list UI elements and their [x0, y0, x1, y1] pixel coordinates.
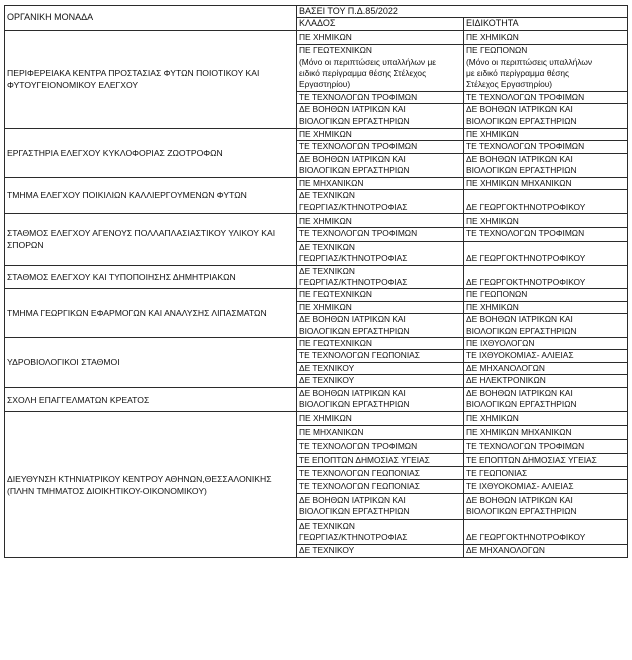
- branch-cell: [297, 141, 464, 153]
- organic-unit-line: ΥΔΡΟΒΙΟΛΟΓΙΚΟΙ ΣΤΑΘΜΟΙ: [7, 357, 120, 368]
- branch-cell: [297, 177, 464, 189]
- specialty-cell: [464, 213, 628, 227]
- branch-cell-line: ΔΕ ΤΕΧΝΙΚΟΥ: [299, 362, 355, 373]
- table-row: [5, 213, 628, 227]
- branch-cell: [297, 545, 464, 557]
- specialty-cell-line: ΒΙΟΛΟΓΙΚΩΝ ΕΡΓΑΣΤΗΡΙΩΝ: [466, 399, 577, 409]
- specialty-cell: [464, 314, 628, 338]
- branch-cell: [297, 241, 464, 265]
- branch-cell-line: ΠΕ ΓΕΩΤΕΧΝΙΚΩΝ: [299, 337, 372, 348]
- branch-cell: [297, 213, 464, 227]
- branch-cell-line: ΤΕ ΤΕΧΝΟΛΟΓΩΝ ΤΡΟΦΙΜΩΝ: [299, 228, 418, 239]
- branch-cell-line: ΔΕ ΤΕΧΝΙΚΟΥ: [299, 375, 355, 386]
- specialty-cell-line: ΤΕ ΕΠΟΠΤΩΝ ΔΗΜΟΣΙΑΣ ΥΓΕΙΑΣ: [466, 454, 597, 465]
- specialty-cell: [464, 425, 628, 439]
- branch-cell-line: ΤΕ ΤΕΧΝΟΛΟΓΩΝ ΤΡΟΦΙΜΩΝ: [299, 91, 418, 102]
- specialty-cell: [464, 350, 628, 362]
- organic-unit-line: (ΠΛΗΝ ΤΜΗΜΑΤΟΣ ΔΙΟΙΚΗΤΙΚΟΥ-ΟΙΚΟΝΟΜΙΚΟΥ): [7, 485, 207, 496]
- specialty-cell-line: ΠΕ ΧΗΜΙΚΩΝ: [466, 301, 519, 312]
- specialty-cell-line: ΔΕ ΒΟΗΘΩΝ ΙΑΤΡΙΚΩΝ ΚΑΙ: [466, 387, 573, 398]
- specialty-cell: [464, 190, 628, 214]
- specialty-cell-line: ΠΕ ΧΗΜΙΚΩΝ: [466, 413, 519, 424]
- specialty-cell-line: ΒΙΟΛΟΓΙΚΩΝ ΕΡΓΑΣΤΗΡΙΩΝ: [466, 325, 577, 336]
- specialty-cell: [464, 265, 628, 289]
- organic-unit-line: ΤΜΗΜΑ ΕΛΕΓΧΟΥ ΠΟΙΚΙΛΙΩΝ ΚΑΛΛΙΕΡΓΟΥΜΕΝΩΝ ΦΥΤΩΝ: [7, 190, 247, 201]
- specialty-cell: [464, 519, 628, 545]
- specialty-cell: [464, 387, 628, 412]
- organic-unit-cell: [5, 129, 297, 178]
- specialty-cell: [464, 153, 628, 177]
- branch-cell: [297, 91, 464, 103]
- branch-cell-line: ΠΕ ΓΕΩΤΕΧΝΙΚΩΝ: [299, 289, 372, 300]
- branch-cell-line: ΒΙΟΛΟΓΙΚΩΝ ΕΡΓΑΣΤΗΡΙΩΝ: [299, 506, 410, 517]
- specialty-cell-line: ΒΙΟΛΟΓΙΚΩΝ ΕΡΓΑΣΤΗΡΙΩΝ: [466, 165, 577, 176]
- branch-cell-line: ΔΕ ΤΕΧΝΙΚΩΝ: [299, 190, 355, 201]
- specialty-cell-line: ΤΕ ΙΧΘΥΟΚΟΜΙΑΣ- ΑΛΙΕΙΑΣ: [466, 481, 574, 492]
- specialty-cell: [464, 289, 628, 301]
- specialty-cell-line: ΤΕ ΤΕΧΝΟΛΟΓΩΝ ΤΡΟΦΙΜΩΝ: [466, 141, 585, 152]
- specialty-cell-line: ΤΕ ΤΕΧΝΟΛΟΓΩΝ ΤΡΟΦΙΜΩΝ: [466, 91, 585, 102]
- branch-cell-line: ΤΕ ΤΕΧΝΟΛΟΓΩΝ ΓΕΩΠΟΝΙΑΣ: [299, 350, 420, 361]
- specialty-cell: [464, 440, 628, 453]
- branch-cell: [297, 30, 464, 44]
- branch-cell-line: ΤΕ ΕΠΟΠΤΩΝ ΔΗΜΟΣΙΑΣ ΥΓΕΙΑΣ: [299, 454, 430, 465]
- branch-cell: [297, 440, 464, 453]
- branch-cell-line: ΠΕ ΧΗΜΙΚΩΝ: [299, 215, 352, 226]
- specialty-cell-line: ΤΕ ΙΧΘΥΟΚΟΜΙΑΣ- ΑΛΙΕΙΑΣ: [466, 350, 574, 361]
- specialty-cell-line: ΔΕ ΒΟΗΘΩΝ ΙΑΤΡΙΚΩΝ ΚΑΙ: [466, 494, 573, 505]
- specialty-cell-line: ΠΕ ΧΗΜΙΚΩΝ: [466, 215, 519, 226]
- organic-unit-cell: [5, 265, 297, 289]
- branch-cell-line: ΤΕ ΤΕΧΝΟΛΟΓΩΝ ΓΕΩΠΟΝΙΑΣ: [299, 468, 420, 479]
- specialty-cell-line: ΔΕ ΓΕΩΡΓΟΚΤΗΝΟΤΡΟΦΙΚΟΥ: [466, 276, 586, 287]
- specialty-cell-line: ΔΕ ΒΟΗΘΩΝ ΙΑΤΡΙΚΩΝ ΚΑΙ: [466, 153, 573, 164]
- specialty-cell-line: (Μόνο οι περιπτώσεις υπαλλήλων: [466, 56, 593, 67]
- specialty-cell: [464, 129, 628, 141]
- specialty-cell-line: ΠΕ ΧΗΜΙΚΩΝ ΜΗΧΑΝΙΚΩΝ: [466, 177, 572, 188]
- specialty-cell: [464, 228, 628, 241]
- specialty-cell: [464, 301, 628, 313]
- specialty-cell-line: ΔΕ ΒΟΗΘΩΝ ΙΑΤΡΙΚΩΝ ΚΑΙ: [466, 314, 573, 325]
- specialty-cell-line: ΠΕ ΓΕΩΠΟΝΩΝ: [466, 45, 528, 56]
- organic-unit-cell: [5, 177, 297, 213]
- specialty-cell: [464, 467, 628, 480]
- specialty-cell: [464, 493, 628, 519]
- specialty-cell: [464, 241, 628, 265]
- organic-unit-cell: [5, 213, 297, 265]
- branch-cell: [297, 453, 464, 466]
- organic-unit-cell: [5, 289, 297, 338]
- branch-cell: [297, 425, 464, 439]
- specialty-cell-line: με ειδικό περίγραμμα θέσης: [466, 68, 570, 79]
- branch-cell-line: (Μόνο οι περιπτώσεις υπαλλήλων με: [299, 56, 436, 67]
- branch-cell-line: ΠΕ ΧΗΜΙΚΩΝ: [299, 301, 352, 312]
- organic-unit-line: ΕΡΓΑΣΤΗΡΙΑ ΕΛΕΓΧΟΥ ΚΥΚΛΟΦΟΡΙΑΣ ΖΩΟΤΡΟΦΩΝ: [7, 147, 223, 158]
- branch-cell-line: ΒΙΟΛΟΓΙΚΩΝ ΕΡΓΑΣΤΗΡΙΩΝ: [299, 165, 410, 176]
- branch-cell-line: ΒΙΟΛΟΓΙΚΩΝ ΕΡΓΑΣΤΗΡΙΩΝ: [299, 115, 410, 126]
- organic-unit-line: ΦΥΤΟΥΓΕΙΟΝΟΜΙΚΟΥ ΕΛΕΓΧΟΥ: [7, 80, 139, 91]
- specialty-cell: [464, 337, 628, 349]
- table-row: [5, 289, 628, 301]
- specialty-cell-line: ΒΙΟΛΟΓΙΚΩΝ ΕΡΓΑΣΤΗΡΙΩΝ: [466, 115, 577, 126]
- branch-cell-line: ΤΕ ΤΕΧΝΟΛΟΓΩΝ ΤΡΟΦΙΜΩΝ: [299, 141, 418, 152]
- specialty-cell-line: ΠΕ ΧΗΜΙΚΩΝ ΜΗΧΑΝΙΚΩΝ: [466, 426, 572, 437]
- staff-table: [4, 5, 628, 558]
- table-row: [5, 30, 628, 44]
- specialty-cell-line: ΔΕ ΗΛΕΚΤΡΟΝΙΚΩΝ: [466, 375, 546, 386]
- specialty-cell-line: ΔΕ ΒΟΗΘΩΝ ΙΑΤΡΙΚΩΝ ΚΑΙ: [466, 104, 573, 115]
- specialty-cell: [464, 91, 628, 103]
- branch-cell: [297, 337, 464, 349]
- branch-cell-line: ΔΕ ΤΕΧΝΙΚΩΝ: [299, 520, 355, 531]
- organic-unit-cell: [5, 30, 297, 128]
- specialty-cell: [464, 375, 628, 387]
- specialty-cell-line: ΠΕ ΙΧΘΥΟΛΟΓΩΝ: [466, 337, 535, 348]
- branch-cell-line: ΠΕ ΧΗΜΙΚΩΝ: [299, 129, 352, 140]
- specialty-cell-line: [466, 242, 625, 253]
- branch-cell: [297, 190, 464, 214]
- branch-cell: [297, 301, 464, 313]
- branch-cell-line: ΤΕ ΤΕΧΝΟΛΟΓΩΝ ΤΡΟΦΙΜΩΝ: [299, 441, 418, 452]
- branch-cell: [297, 129, 464, 141]
- branch-cell-line: ΒΙΟΛΟΓΙΚΩΝ ΕΡΓΑΣΤΗΡΙΩΝ: [299, 399, 410, 409]
- specialty-cell-line: ΠΕ ΓΕΩΠΟΝΩΝ: [466, 289, 528, 300]
- branch-cell-line: ειδικό περίγραμμα θέσης Στέλεχος: [299, 68, 427, 79]
- specialty-cell-line: [466, 521, 625, 532]
- branch-cell: [297, 375, 464, 387]
- branch-cell-line: ΔΕ ΤΕΧΝΙΚΩΝ: [299, 241, 355, 252]
- specialty-cell-line: ΤΕ ΤΕΧΝΟΛΟΓΩΝ ΤΡΟΦΙΜΩΝ: [466, 228, 585, 239]
- specialty-cell-line: ΒΙΟΛΟΓΙΚΩΝ ΕΡΓΑΣΤΗΡΙΩΝ: [466, 506, 577, 517]
- branch-cell: [297, 289, 464, 301]
- branch-cell: [297, 45, 464, 92]
- header-specialty: ΕΙΔΙΚΟΤΗΤΑ: [464, 18, 628, 30]
- specialty-cell: [464, 362, 628, 374]
- organic-unit-line: ΤΜΗΜΑ ΓΕΩΡΓΙΚΩΝ ΕΦΑΡΜΟΓΩΝ ΚΑΙ ΑΝΑΛΥΣΗΣ ΛΙΠΑΣΜΑΤΩΝ: [7, 308, 267, 319]
- specialty-cell-line: Στέλεχος Εργαστηρίου): [466, 79, 553, 90]
- table-row: [5, 129, 628, 141]
- branch-cell: [297, 362, 464, 374]
- specialty-cell: [464, 545, 628, 557]
- table-row: [5, 387, 628, 412]
- specialty-cell-line: ΔΕ ΜΗΧΑΝΟΛΟΓΩΝ: [466, 545, 545, 556]
- organic-unit-cell: [5, 412, 297, 557]
- branch-cell: [297, 467, 464, 480]
- branch-cell: [297, 493, 464, 519]
- branch-cell-line: ΔΕ ΒΟΗΘΩΝ ΙΑΤΡΙΚΩΝ ΚΑΙ: [299, 104, 406, 115]
- branch-cell-line: ΠΕ ΜΗΧΑΝΙΚΩΝ: [299, 426, 364, 437]
- table-body: [5, 30, 628, 557]
- organic-unit-cell: [5, 337, 297, 387]
- branch-cell: [297, 228, 464, 241]
- header-organic-unit: ΟΡΓΑΝΙΚΗ ΜΟΝΑΔΑ: [5, 6, 297, 31]
- specialty-cell-line: ΔΕ ΓΕΩΡΓΟΚΤΗΝΟΤΡΟΦΙΚΟΥ: [466, 532, 586, 543]
- table-row: [5, 265, 628, 289]
- specialty-cell-line: ΔΕ ΜΗΧΑΝΟΛΟΓΩΝ: [466, 362, 545, 373]
- branch-cell-line: ΔΕ ΒΟΗΘΩΝ ΙΑΤΡΙΚΩΝ ΚΑΙ: [299, 153, 406, 164]
- specialty-cell-line: ΔΕ ΓΕΩΡΓΟΚΤΗΝΟΤΡΟΦΙΚΟΥ: [466, 253, 586, 264]
- specialty-cell-line: ΤΕ ΤΕΧΝΟΛΟΓΩΝ ΤΡΟΦΙΜΩΝ: [466, 441, 585, 452]
- header-branch: ΚΛΑΔΟΣ: [297, 18, 464, 30]
- table-row: [5, 337, 628, 349]
- branch-cell-line: ΔΕ ΤΕΧΝΙΚΟΥ: [299, 545, 355, 556]
- branch-cell-line: ΓΕΩΡΓΙΑΣ/ΚΤΗΝΟΤΡΟΦΙΑΣ: [299, 276, 408, 287]
- specialty-cell: [464, 45, 628, 92]
- branch-cell: [297, 265, 464, 289]
- specialty-cell-line: ΤΕ ΓΕΩΠΟΝΙΑΣ: [466, 468, 528, 479]
- table-row: [5, 177, 628, 189]
- specialty-cell-line: [466, 190, 625, 201]
- organic-unit-line: ΠΕΡΙΦΕΡΕΙΑΚΑ ΚΕΝΤΡΑ ΠΡΟΣΤΑΣΙΑΣ ΦΥΤΩΝ ΠΟΙΟΤΙΚΟΥ ΚΑΙ: [7, 68, 260, 79]
- specialty-cell-line: [466, 266, 625, 277]
- header-basis: ΒΑΣΕΙ ΤΟΥ Π.Δ.85/2022: [297, 6, 628, 18]
- branch-cell-line: ΔΕ ΒΟΗΘΩΝ ΙΑΤΡΙΚΩΝ ΚΑΙ: [299, 494, 406, 505]
- organic-unit-line: ΣΤΑΘΜΟΣ ΕΛΕΓΧΟΥ ΚΑΙ ΤΥΠΟΠΟΙΗΣΗΣ ΔΗΜΗΤΡΙΑΚΩΝ: [7, 271, 236, 282]
- organic-unit-line: ΣΠΟΡΩΝ: [7, 240, 44, 251]
- branch-cell-line: Εργαστηρίου): [299, 79, 351, 90]
- branch-cell-line: ΔΕ ΒΟΗΘΩΝ ΙΑΤΡΙΚΩΝ ΚΑΙ: [299, 314, 406, 325]
- organic-unit-line: ΣΧΟΛΗ ΕΠΑΓΓΕΛΜΑΤΩΝ ΚΡΕΑΤΟΣ: [7, 394, 150, 405]
- branch-cell-line: ΠΕ ΧΗΜΙΚΩΝ: [299, 31, 352, 42]
- branch-cell: [297, 104, 464, 129]
- table-header: [5, 6, 628, 31]
- table-row: [5, 412, 628, 425]
- branch-cell-line: ΠΕ ΜΗΧΑΝΙΚΩΝ: [299, 177, 364, 188]
- branch-cell: [297, 314, 464, 338]
- specialty-cell: [464, 104, 628, 129]
- branch-cell-line: ΤΕ ΤΕΧΝΟΛΟΓΩΝ ΓΕΩΠΟΝΙΑΣ: [299, 481, 420, 492]
- branch-cell: [297, 412, 464, 425]
- organic-unit-line: ΔΙΕΥΘΥΝΣΗ ΚΤΗΝΙΑΤΡΙΚΟΥ ΚΕΝΤΡΟΥ ΑΘΗΝΩΝ,ΘΕΣΣΑΛΟΝΙΚΗΣ: [7, 473, 272, 484]
- branch-cell: [297, 480, 464, 493]
- branch-cell: [297, 519, 464, 545]
- specialty-cell: [464, 453, 628, 466]
- branch-cell-line: ΔΕ ΤΕΧΝΙΚΩΝ: [299, 265, 355, 276]
- branch-cell-line: ΠΕ ΧΗΜΙΚΩΝ: [299, 413, 352, 424]
- branch-cell: [297, 350, 464, 362]
- branch-cell: [297, 387, 464, 412]
- specialty-cell: [464, 141, 628, 153]
- organic-unit-cell: [5, 387, 297, 412]
- specialty-cell: [464, 177, 628, 189]
- specialty-cell: [464, 480, 628, 493]
- specialty-cell: [464, 412, 628, 425]
- branch-cell-line: ΓΕΩΡΓΙΑΣ/ΚΤΗΝΟΤΡΟΦΙΑΣ: [299, 253, 408, 264]
- branch-cell-line: ΒΙΟΛΟΓΙΚΩΝ ΕΡΓΑΣΤΗΡΙΩΝ: [299, 325, 410, 336]
- branch-cell: [297, 153, 464, 177]
- branch-cell-line: ΠΕ ΓΕΩΤΕΧΝΙΚΩΝ: [299, 45, 372, 56]
- specialty-cell-line: ΔΕ ΓΕΩΡΓΟΚΤΗΝΟΤΡΟΦΙΚΟΥ: [466, 201, 586, 212]
- specialty-cell: [464, 30, 628, 44]
- branch-cell-line: ΔΕ ΒΟΗΘΩΝ ΙΑΤΡΙΚΩΝ ΚΑΙ: [299, 387, 406, 398]
- branch-cell-line: ΓΕΩΡΓΙΑΣ/ΚΤΗΝΟΤΡΟΦΙΑΣ: [299, 201, 408, 212]
- organic-unit-line: ΣΤΑΘΜΟΣ ΕΛΕΓΧΟΥ ΑΓΕΝΟΥΣ ΠΟΛΛΑΠΛΑΣΙΑΣΤΙΚΟΥ ΥΛΙΚΟΥ ΚΑΙ: [7, 228, 276, 239]
- specialty-cell-line: ΠΕ ΧΗΜΙΚΩΝ: [466, 129, 519, 140]
- branch-cell-line: ΓΕΩΡΓΙΑΣ/ΚΤΗΝΟΤΡΟΦΙΑΣ: [299, 532, 408, 543]
- specialty-cell-line: ΠΕ ΧΗΜΙΚΩΝ: [466, 31, 519, 42]
